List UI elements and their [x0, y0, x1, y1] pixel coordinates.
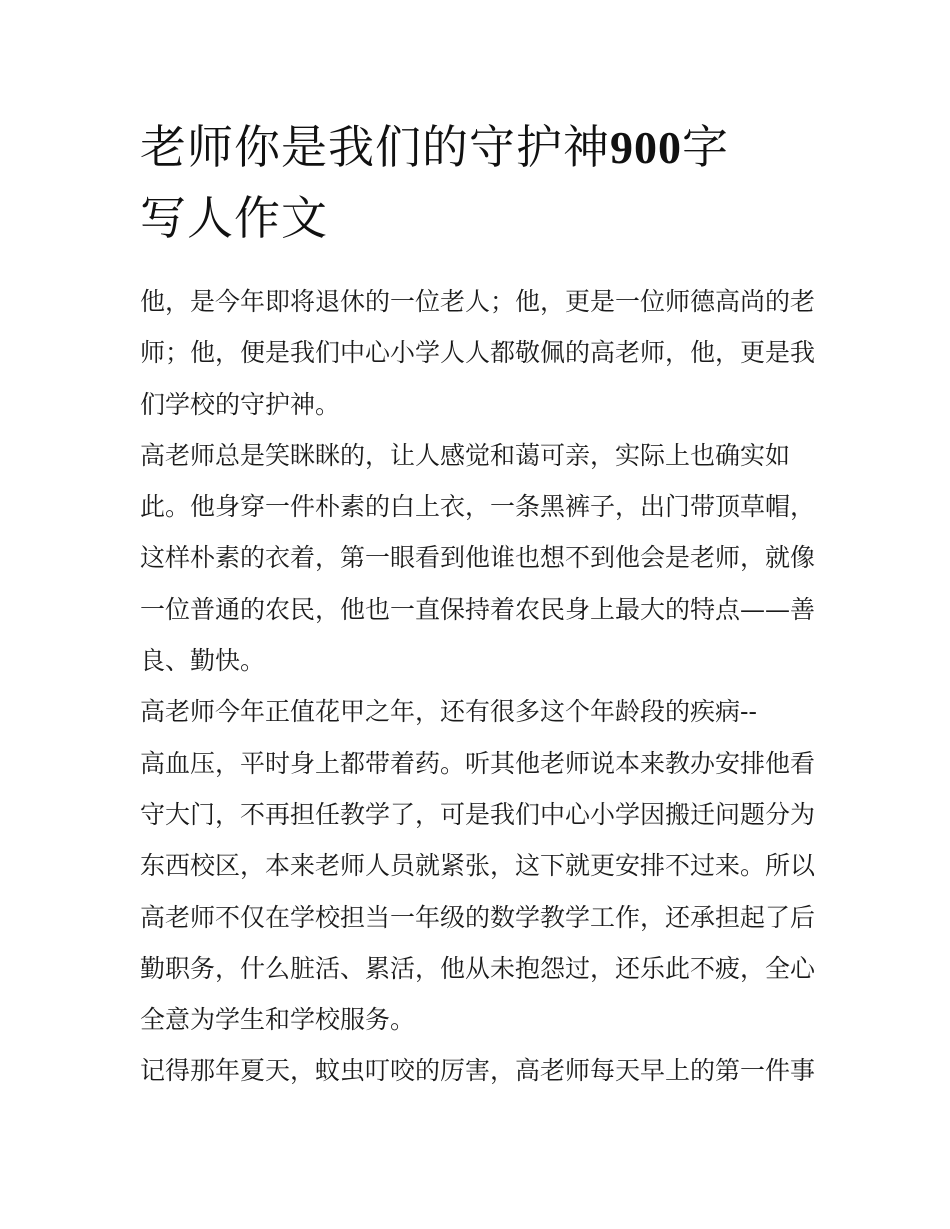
text-line: 高老师今年正值花甲之年，还有很多这个年龄段的疾病-- [140, 697, 757, 727]
text-line: 此。他身穿一件朴素的白上衣，一条黑裤子，出门带顶草帽， [140, 492, 816, 522]
title-text-b: 字 [682, 120, 729, 174]
text-line: 高老师不仅在学校担当一年级的数学教学工作，还承担起了后 [140, 902, 816, 932]
title-text-a: 老师你是我们的守护神 [140, 120, 610, 174]
title-number: 900 [610, 122, 682, 173]
text-line: 师；他，便是我们中心小学人人都敬佩的高老师，他，更是我 [140, 338, 816, 368]
text-line: 守大门，不再担任教学了，可是我们中心小学因搬迁问题分为 [140, 799, 816, 829]
text-line: 东西校区，本来老师人员就紧张，这下就更安排不过来。所以 [140, 851, 816, 881]
text-line: 这样朴素的衣着，第一眼看到他谁也想不到他会是老师，就像 [140, 543, 816, 573]
text-line: 他，是今年即将退休的一位老人；他，更是一位师德高尚的老 [140, 287, 816, 316]
title-line-2: 写人作文 [140, 191, 328, 245]
title-line-1 [140, 112, 820, 183]
text-line: 高血压，平时身上都带着药。听其他老师说本来教办安排他看 [140, 748, 816, 778]
page-title [140, 112, 820, 253]
text-line: 们学校的守护神。 [140, 389, 341, 419]
text-line: 记得那年夏天，蚊虫叮咬的厉害，高老师每天早上的第一件事 [140, 1056, 816, 1086]
article-body [140, 276, 820, 1097]
text-line: 一位普通的农民，他也一直保持着农民身上最大的特点——善 [140, 594, 816, 624]
text-line: 全意为学生和学校服务。 [140, 1005, 416, 1035]
text-line: 高老师总是笑眯眯的，让人感觉和蔼可亲，实际上也确实如 [140, 440, 791, 470]
text-line: 良、勤快。 [140, 646, 266, 676]
text-line: 勤职务，什么脏活、累活，他从未抱怨过，还乐此不疲，全心 [140, 953, 816, 983]
